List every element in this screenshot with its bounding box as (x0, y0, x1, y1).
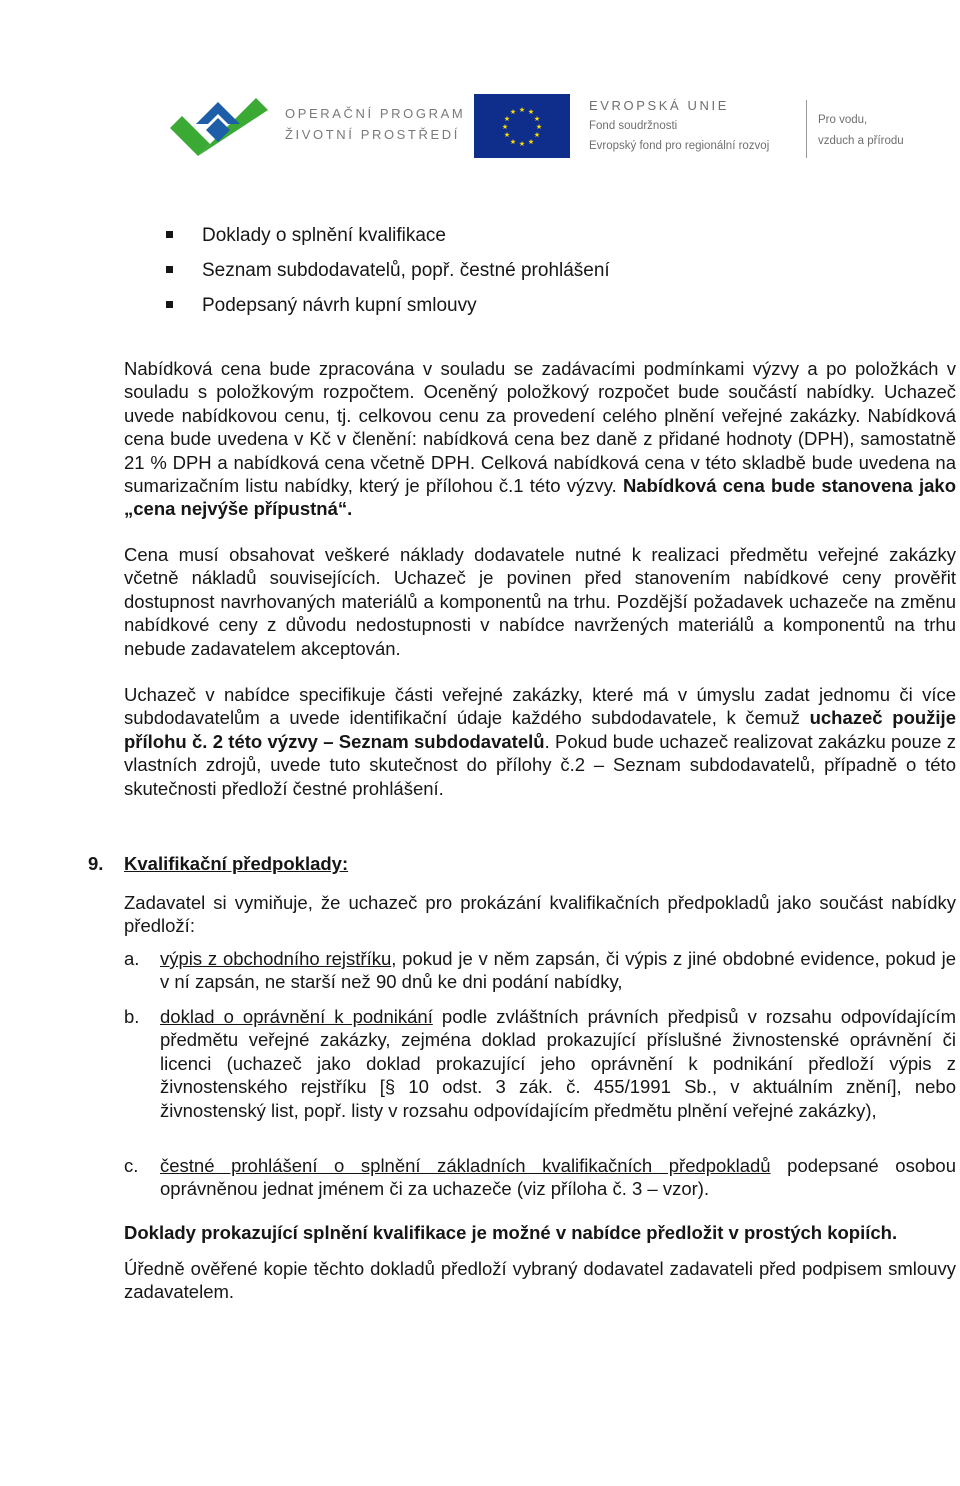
subcontractors-text-post: . Pokud bude uchazeč realizovat zakázku pouze z vlastních zdrojů, uvede tuto skutečnost do přílohy č.2 – Seznam subdodavatelů, případně o této skutečnosti předloží čestné prohlášení. (124, 730, 956, 799)
copies-bold-note: Doklady prokazující splnění kvalifikace je možné v nabídce předložit v prostých kopiích. (124, 1222, 898, 1243)
svg-text:★: ★ (533, 131, 541, 139)
item-b (160, 1005, 956, 1122)
svg-text:★: ★ (527, 138, 535, 146)
page-header (0, 0, 960, 190)
slogan-line2: vzduch a přírodu (818, 135, 904, 147)
svg-text:★: ★ (509, 108, 517, 116)
section-title: Kvalifikační předpoklady: (124, 853, 349, 874)
bullet-list (160, 218, 610, 323)
subcontractors-paragraph (124, 683, 956, 800)
bullet-square-icon (166, 266, 173, 273)
closing-paragraph: Úředně ověřené kopie těchto dokladů předloží vybraný dodavatel zadavateli před podpisem smlouvy zadavatelem. (124, 1258, 956, 1303)
section-number: 9. (88, 853, 104, 874)
price-text: Nabídková cena bude zpracována v souladu se zadávacími podmínkami výzvy a po položkách v souladu s položkovým rozpočtem. Oceněný položkový rozpočet bude součástí nabídky. Uchazeč uvede nabídkovou cenu, tj. celkovou cenu za provedení celého plnění veřejné zakázky. Nabídková cena bude uvedena v Kč v členění: nabídková cena bez daně z přidané hodnoty (DPH), samostatně 21 % DPH a nabídková cena včetně DPH. Celková nabídková cena v této skladbě bude uvedena na sumarizačním listu nabídky, který je přílohou č.1 této výzvy. (124, 358, 956, 497)
op-title-line2: ŽIVOTNÍ PROSTŘEDÍ (285, 127, 460, 142)
list-item (160, 253, 610, 288)
costs-paragraph: Cena musí obsahovat veškeré náklady dodavatele nutné k realizaci předmětu veřejné zakázky včetně nákladů souvisejících. Uchazeč je povinen před stanovením nabídkové ceny prověřit dostupnost navrhovaných materiálů a komponentů na trhu. Pozdější požadavek uchazeče na změnu nabídkové ceny z důvodu nedostupnosti v nabídce navržených materiálů a komponentů na trhu nebude zadavatelem akceptován. (124, 544, 956, 659)
section-intro: Zadavatel si vymiňuje, že uchazeč pro prokázání kvalifikačních předpokladů jako součást nabídky předloží: (124, 892, 956, 937)
eu-fund-regional: Evropský fond pro regionální rozvoj (589, 140, 770, 152)
svg-text:★: ★ (533, 115, 541, 123)
svg-text:★: ★ (509, 138, 517, 146)
bullet-text: Podepsaný návrh kupní smlouvy (202, 295, 477, 316)
item-c-link: čestné prohlášení o splnění základních kvalifikačních předpokladů (160, 1155, 771, 1176)
svg-text:★: ★ (503, 115, 511, 123)
eu-flag-icon (474, 94, 570, 158)
item-letter-a: a. (124, 948, 140, 969)
price-paragraph (124, 357, 956, 521)
item-letter-b: b. (124, 1006, 140, 1027)
op-title (285, 103, 465, 145)
item-a-link: výpis z obchodního rejstříku (160, 948, 392, 969)
item-c (160, 1154, 956, 1201)
slogan-line1: Pro vodu, (818, 114, 868, 126)
eu-text (589, 96, 769, 156)
eu-title: EVROPSKÁ UNIE (589, 98, 729, 113)
svg-text:★: ★ (527, 108, 535, 116)
eu-fund-cohesion: Fond soudržnosti (589, 120, 678, 132)
item-b-text: podle zvláštních právních předpisů v rozsahu odpovídajícím předmětu veřejné zakázky, zejména doklad prokazující příslušné živnostenské oprávnění či licenci (uchazeč jako doklad prokazující jeho oprávnění k podnikání předloží výpis z živnostenského rejstříku [§ 10 odst. 3 zák. č. 455/1991 Sb., v aktuálním znění], nebo živnostenský list, popř. listy v rozsahu odpovídajícím předmětu plnění veřejné zakázky), (160, 1006, 956, 1121)
list-item (160, 288, 610, 323)
svg-text:★: ★ (518, 106, 526, 114)
subcontractors-text-pre: Uchazeč v nabídce specifikuje části veřejné zakázky, které má v úmyslu zadat jednomu či více subdodavatelům a uvede identifikační údaje každého subdodavatele, k čemuž (124, 684, 956, 729)
op-zp-logo-icon (166, 84, 270, 166)
svg-text:★: ★ (518, 140, 526, 148)
svg-text:★: ★ (535, 123, 543, 131)
op-title-line1: OPERAČNÍ PROGRAM (285, 106, 466, 121)
price-bold-note: Nabídková cena bude stanovena jako „cena nejvýše přípustná“. (124, 475, 957, 520)
item-b-link: doklad o oprávnění k podnikání (160, 1006, 433, 1027)
header-divider (806, 100, 807, 158)
item-a-text: , pokud je v něm zapsán, či výpis z jiné obdobné evidence, pokud je v ní zapsán, ne starší než 90 dnů ke dni podání nabídky, (160, 948, 957, 993)
item-c-text: podepsané osobou oprávněnou jednat jménem či za uchazeče (viz příloha č. 3 – vzor). (160, 1155, 956, 1200)
svg-text:★: ★ (503, 131, 511, 139)
list-item (160, 218, 610, 253)
svg-text:★: ★ (501, 123, 509, 131)
bullet-text: Seznam subdodavatelů, popř. čestné prohlášení (202, 260, 610, 281)
item-letter-c: c. (124, 1155, 139, 1176)
item-a (160, 947, 956, 994)
bullet-square-icon (166, 231, 173, 238)
bullet-square-icon (166, 301, 173, 308)
subcontractors-bold: uchazeč použije přílohu č. 2 této výzvy – Seznam subdodavatelů (124, 707, 956, 752)
slogan (818, 110, 904, 152)
bullet-text: Doklady o splnění kvalifikace (202, 225, 446, 246)
